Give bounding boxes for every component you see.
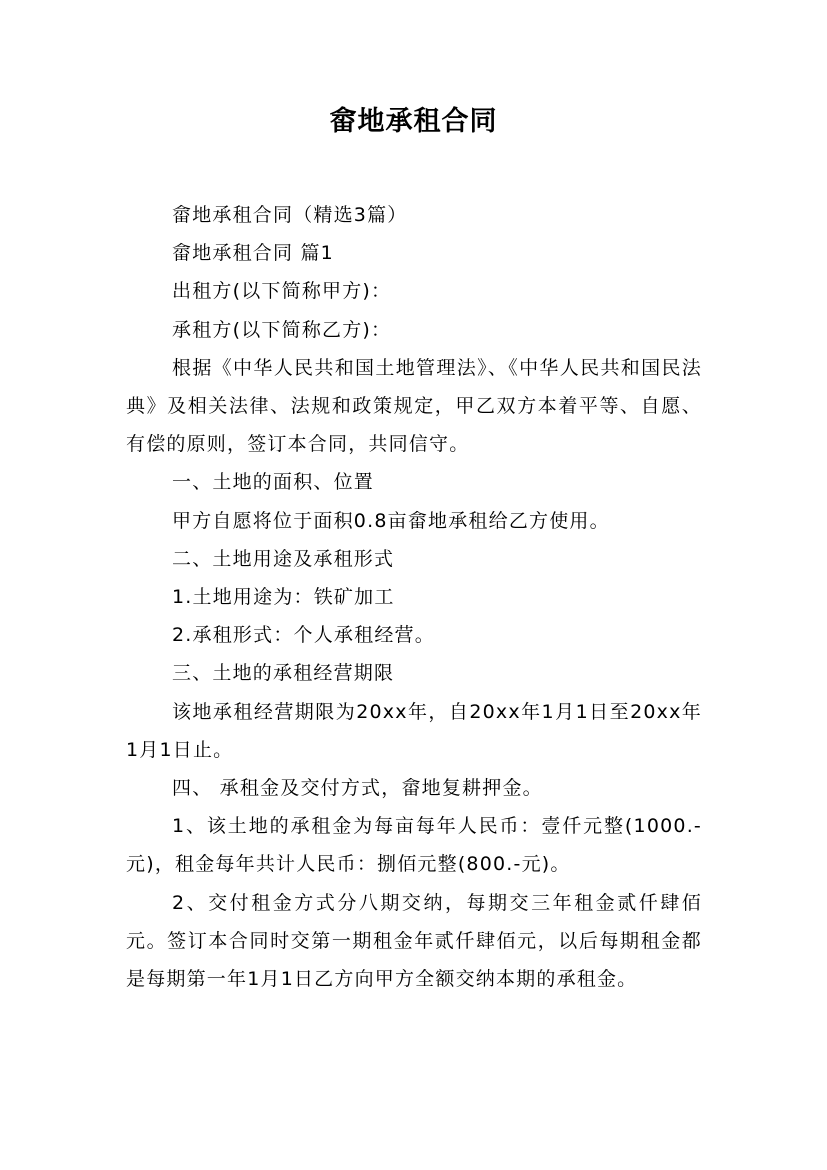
heading-land-use: 二、土地用途及承租形式 (172, 547, 395, 570)
heading-lease-term: 三、土地的承租经营期限 (172, 662, 395, 685)
heading-land-area: 一、土地的面积、位置 (172, 471, 375, 494)
paragraph-section-label: 畲地承租合同 篇1 (172, 242, 334, 265)
document-body (126, 196, 702, 998)
paragraph-preamble: 根据《中华人民共和国土地管理法》、《中华人民共和国民法典》及相关法律、法规和政策规定，甲乙双方本着平等、自愿、有偿的原则，签订本合同，共同信守。 (126, 356, 702, 456)
document-title: 畲地承租合同 (329, 106, 498, 137)
paragraph-lease-form: 2.承租形式：个人承租经营。 (172, 624, 435, 647)
paragraph-lease-term: 该地承租经营期限为20xx年，自20xx年1月1日至20xx年1月1日止。 (126, 700, 702, 761)
paragraph-lessor: 出租方(以下简称甲方)： (172, 280, 392, 303)
heading-rent-payment: 四、 承租金及交付方式，畲地复耕押金。 (172, 777, 543, 800)
paragraph-land-use: 1.土地用途为：铁矿加工 (172, 586, 395, 609)
paragraph-payment-method: 2、交付租金方式分八期交纳，每期交三年租金贰仟肆佰元。签订本合同时交第一期租金年贰仟肆佰元，以后每期租金都是每期第一年1月1日乙方向甲方全额交纳本期的承租金。 (126, 891, 702, 991)
paragraph-lessee: 承租方(以下简称乙方)： (172, 318, 392, 341)
paragraph-subtitle: 畲地承租合同（精选3篇） (172, 204, 408, 226)
paragraph-land-area: 甲方自愿将位于面积0.8亩畲地承租给乙方使用。 (172, 509, 610, 532)
paragraph-rent-amount: 1、该土地的承租金为每亩每年人民币：壹仟元整(1000.-元)，租金每年共计人民币：捌佰元整(800.-元)。 (126, 815, 702, 876)
